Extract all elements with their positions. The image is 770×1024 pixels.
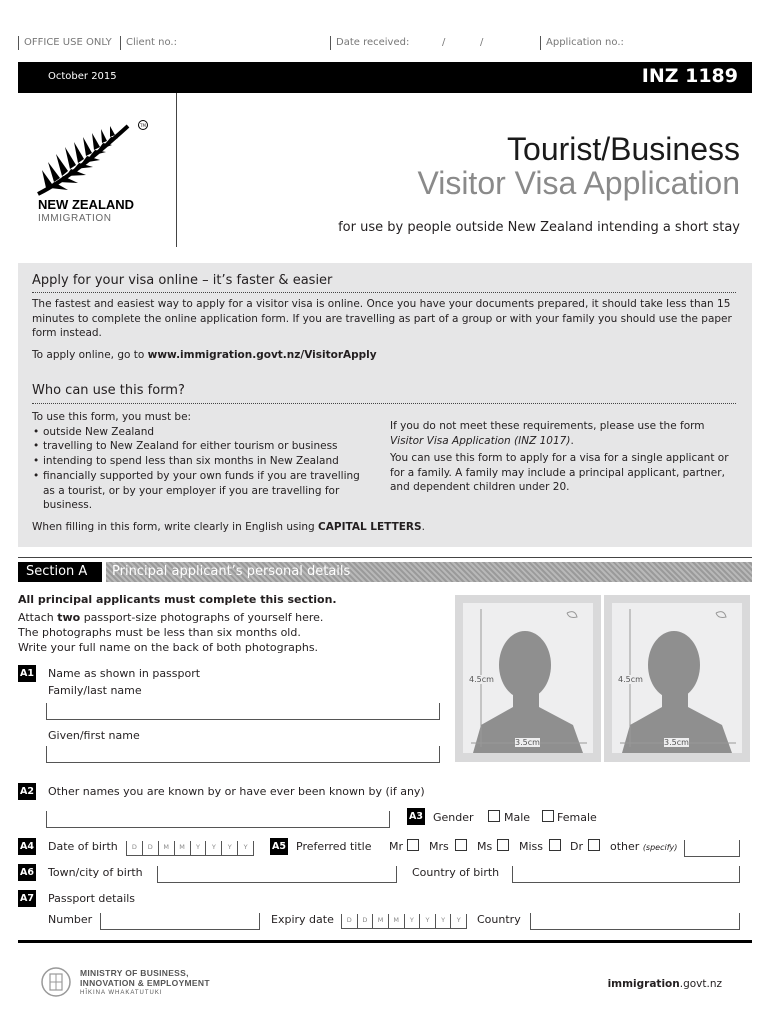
capitals-instruction xyxy=(32,520,425,535)
who-intro: To use this form, you must be: xyxy=(32,411,192,423)
title-miss-label: Miss xyxy=(519,840,544,853)
passport-country-label: Country xyxy=(477,913,521,926)
title-mr-checkbox[interactable] xyxy=(407,839,419,851)
date-cell: Y xyxy=(243,843,248,851)
online-link[interactable]: www.immigration.govt.nz/VisitorApply xyxy=(147,349,377,361)
a2-label: Other names you are known by or have ever been known by (if any) xyxy=(48,785,425,798)
question-badge-a3: A3 xyxy=(407,808,425,825)
gender-label: Gender xyxy=(433,811,474,824)
birth-country-input[interactable] xyxy=(512,866,740,883)
capitals-suffix: . xyxy=(421,521,425,533)
gender-male-label: Male xyxy=(504,811,531,824)
gender-female-checkbox[interactable] xyxy=(542,810,554,822)
passport-country-input[interactable] xyxy=(530,913,740,930)
photo-age-text: The photographs must be less than six months old. xyxy=(18,626,301,639)
title-ms-checkbox[interactable] xyxy=(497,839,509,851)
photo-width-label: 3.5cm xyxy=(515,738,540,747)
title-other-input[interactable] xyxy=(684,840,740,857)
passport-expiry-label: Expiry date xyxy=(271,913,334,926)
date-cell: Y xyxy=(405,914,421,928)
section-label: Section A xyxy=(18,562,102,582)
heading-rule xyxy=(32,292,736,293)
online-link-line xyxy=(32,348,377,363)
header-band xyxy=(18,62,752,93)
online-text: The fastest and easiest way to apply for a visitor visa is online. Once you have your documents prepared, it should take less than 15 minutes to complete the online application form. If you are travelling as part of a group or with your family you should use the paper form instead. xyxy=(32,298,732,339)
divider xyxy=(18,36,19,50)
given-name-label: Given/first name xyxy=(48,729,140,742)
photo-width-label: 3.5cm xyxy=(664,738,689,747)
nz-immigration-logo xyxy=(36,120,156,230)
who-requirements xyxy=(32,410,362,513)
photo-box-2[interactable] xyxy=(604,595,750,762)
website-link[interactable] xyxy=(608,978,722,990)
dob-input[interactable] xyxy=(126,841,254,856)
logo-subwordmark: IMMIGRATION xyxy=(38,213,112,224)
list-item: • travelling to New Zealand for either tourism or business xyxy=(32,439,362,454)
footer-rule xyxy=(18,940,752,943)
silver-fern-icon xyxy=(36,120,136,196)
office-use-only-label: OFFICE USE ONLY xyxy=(24,37,112,48)
specify-label: (specify) xyxy=(642,843,678,852)
heading-rule xyxy=(32,403,736,404)
website-domain-bold: immigration xyxy=(607,978,680,990)
birth-country-label: Country of birth xyxy=(412,866,500,879)
date-cell: M xyxy=(373,914,389,928)
photo-name-text: Write your full name on the back of both photographs. xyxy=(18,641,319,654)
title-dr-checkbox[interactable] xyxy=(588,839,600,851)
dob-label: Date of birth xyxy=(48,840,118,853)
must-complete-text: All principal applicants must complete this section. xyxy=(18,593,337,606)
logo-wordmark: NEW ZEALAND xyxy=(38,197,135,212)
info-box xyxy=(18,263,752,547)
question-badge-a1: A1 xyxy=(18,665,36,682)
trademark-mark: TM xyxy=(138,120,148,130)
header-divider xyxy=(176,93,177,247)
website-domain-rest: .govt.nz xyxy=(679,978,722,990)
family-text: You can use this form to apply for a visa for a single applicant or for a family. A family may include a principal applicant, partner, and dependent children under 20. xyxy=(390,452,729,493)
attach-suffix: passport-size photographs of yourself here. xyxy=(80,611,324,624)
alt-form-suffix: . xyxy=(570,434,574,447)
date-separator: / xyxy=(442,37,446,48)
birth-town-label: Town/city of birth xyxy=(48,866,143,879)
attach-photos-text xyxy=(18,611,323,624)
date-cell: D xyxy=(358,914,374,928)
office-use-row xyxy=(18,36,752,52)
date-cell: Y xyxy=(456,916,461,924)
other-names-input[interactable] xyxy=(46,811,390,828)
list-item: • outside New Zealand xyxy=(32,425,362,440)
passport-number-label: Number xyxy=(48,913,93,926)
birth-town-input[interactable] xyxy=(157,866,397,883)
date-received-field[interactable]: Date received: xyxy=(336,37,410,48)
form-date: October 2015 xyxy=(48,71,117,82)
online-link-prefix: To apply online, go to xyxy=(32,349,148,361)
question-badge-a7: A7 xyxy=(18,890,36,907)
page-subtitle: for use by people outside New Zealand intending a short stay xyxy=(338,220,740,235)
title-mrs-label: Mrs xyxy=(429,840,449,853)
who-right-column xyxy=(390,419,738,495)
date-cell: M xyxy=(159,841,175,855)
date-cell: M xyxy=(389,914,405,928)
date-cell: M xyxy=(175,841,191,855)
date-cell: D xyxy=(127,841,143,855)
date-cell: D xyxy=(342,914,358,928)
family-name-input[interactable] xyxy=(46,703,440,720)
photo-box-1[interactable] xyxy=(455,595,601,762)
ministry-maori-name: HĪKINA WHAKATUTUKI xyxy=(80,990,163,996)
application-no-field[interactable]: Application no.: xyxy=(546,37,624,48)
divider xyxy=(120,36,121,50)
question-badge-a5: A5 xyxy=(270,838,288,855)
alternative-form-text xyxy=(390,419,738,448)
ministry-logo-text xyxy=(80,968,210,998)
question-badge-a2: A2 xyxy=(18,783,36,800)
section-title: Principal applicant’s personal details xyxy=(106,562,752,582)
date-cell: Y xyxy=(206,841,222,855)
coat-of-arms-icon xyxy=(38,964,74,1000)
capitals-prefix: When filling in this form, write clearly in English using xyxy=(32,521,319,533)
date-cell: Y xyxy=(436,914,452,928)
gender-female-label: Female xyxy=(557,811,597,824)
title-mr-label: Mr xyxy=(389,840,404,853)
list-item: • financially supported by your own funds if you are travelling as a tourist, or by your employer if you are travelling for business. xyxy=(32,469,362,513)
section-rule xyxy=(18,557,752,558)
title-ms-label: Ms xyxy=(477,840,493,853)
family-name-label: Family/last name xyxy=(48,684,142,697)
ministry-line: MINISTRY OF BUSINESS, xyxy=(80,968,189,978)
title-label: Preferred title xyxy=(296,840,372,853)
date-cell: Y xyxy=(191,841,207,855)
other-label: other xyxy=(610,840,640,853)
title-dr-label: Dr xyxy=(570,840,583,853)
title-miss-checkbox[interactable] xyxy=(549,839,561,851)
page-title: Tourist/Business xyxy=(507,131,740,167)
page-title-secondary: Visitor Visa Application xyxy=(417,165,740,201)
who-heading: Who can use this form? xyxy=(32,383,185,398)
passport-details-label: Passport details xyxy=(48,892,136,905)
alt-form-name: Visitor Visa Application (INZ 1017) xyxy=(390,434,571,447)
who-list xyxy=(32,425,362,513)
passport-number-input[interactable] xyxy=(100,913,260,930)
photo-height-label: 4.5cm xyxy=(469,675,494,684)
divider xyxy=(330,36,331,50)
form-code: INZ 1189 xyxy=(641,65,738,87)
gender-male-checkbox[interactable] xyxy=(488,810,500,822)
date-cell: Y xyxy=(222,841,238,855)
client-no-field[interactable]: Client no.: xyxy=(126,37,177,48)
date-cell: Y xyxy=(420,914,436,928)
title-mrs-checkbox[interactable] xyxy=(455,839,467,851)
list-item: • intending to spend less than six months in New Zealand xyxy=(32,454,362,469)
a1-label: Name as shown in passport xyxy=(48,667,201,680)
title-other-label xyxy=(610,840,677,853)
alt-form-prefix: If you do not meet these requirements, please use the form xyxy=(390,420,705,432)
attach-prefix: Attach xyxy=(18,611,58,624)
ministry-line: INNOVATION & EMPLOYMENT xyxy=(80,978,210,988)
capitals-bold: CAPITAL LETTERS xyxy=(318,521,422,533)
photo-height-label: 4.5cm xyxy=(618,675,643,684)
divider xyxy=(540,36,541,50)
question-badge-a4: A4 xyxy=(18,838,36,855)
passport-expiry-input[interactable] xyxy=(341,914,467,929)
date-cell: D xyxy=(143,841,159,855)
question-badge-a6: A6 xyxy=(18,864,36,881)
date-separator: / xyxy=(480,37,484,48)
attach-bold: two xyxy=(57,611,81,624)
online-heading: Apply for your visa online – it’s faster & easier xyxy=(32,273,333,288)
given-name-input[interactable] xyxy=(46,746,440,763)
